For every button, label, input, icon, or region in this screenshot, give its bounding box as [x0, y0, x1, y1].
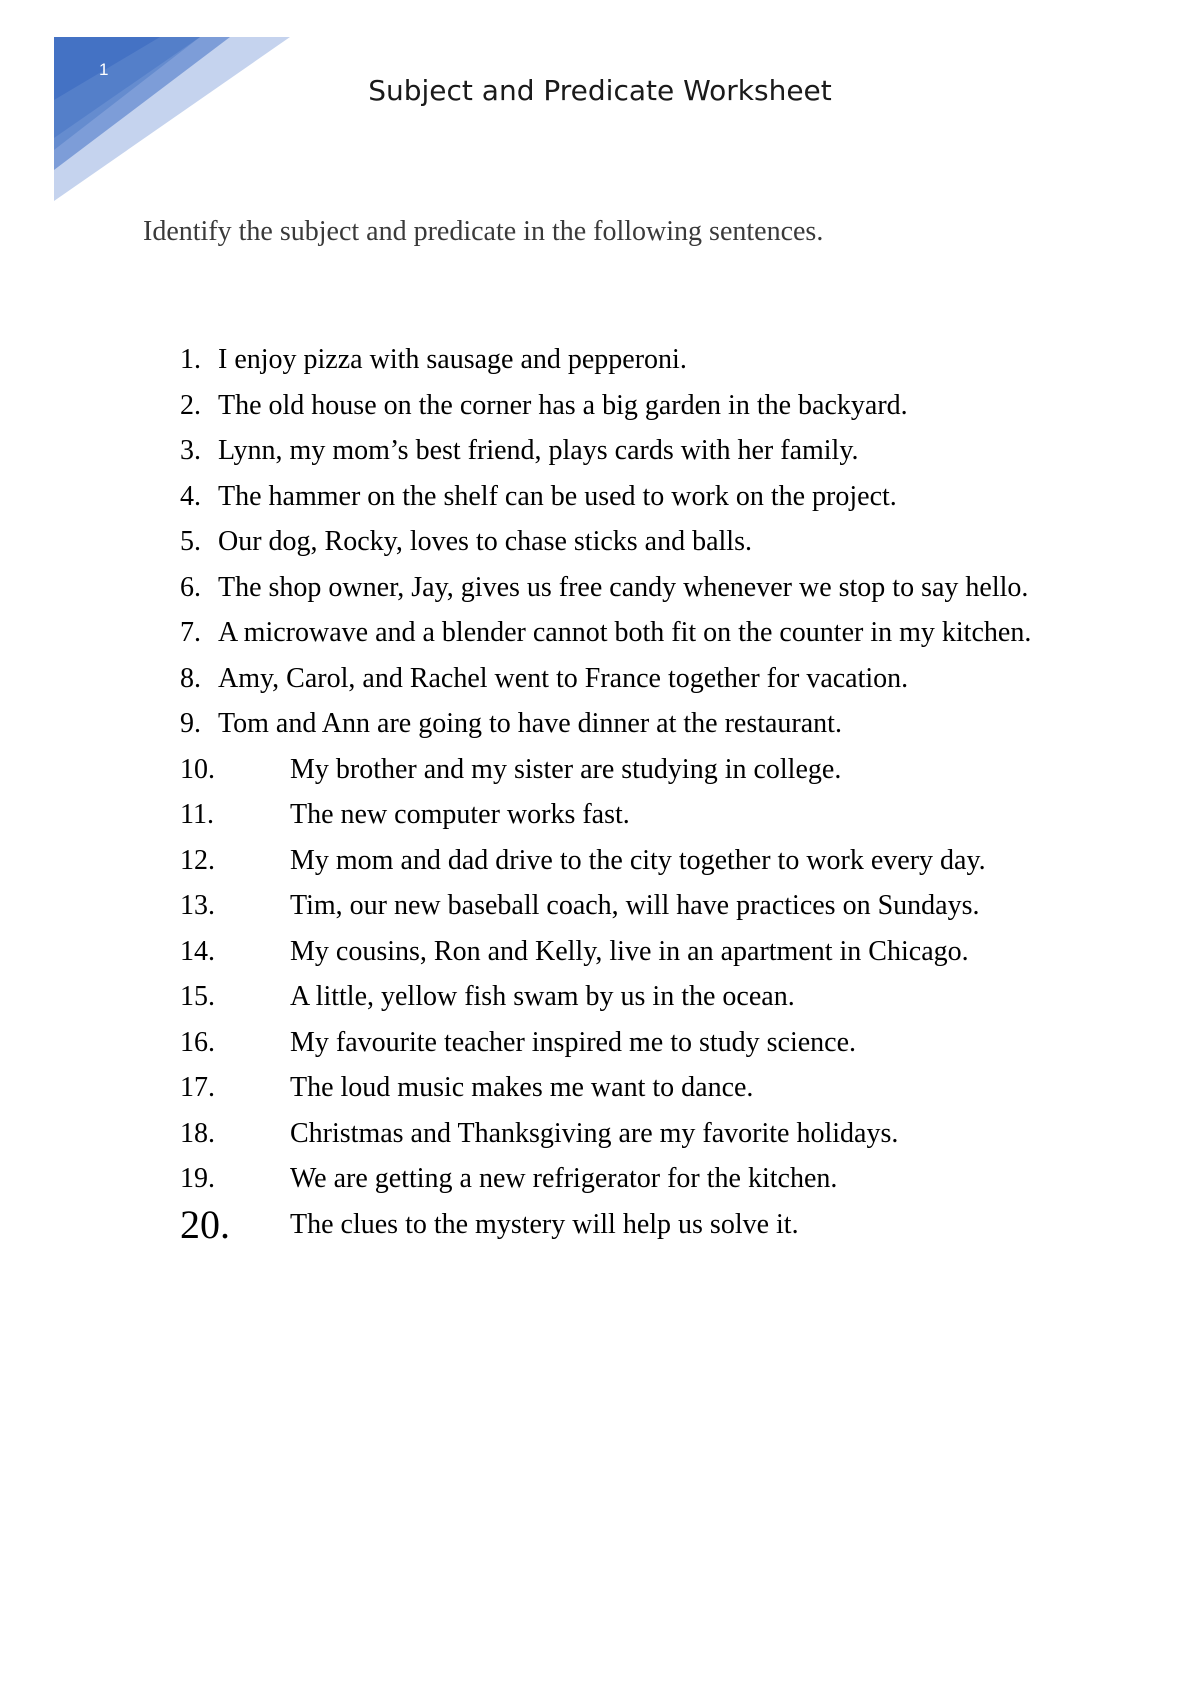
item-text: A little, yellow fish swam by us in the ocean.	[290, 981, 795, 1012]
list-item	[180, 1020, 1060, 1066]
item-text: Tom and Ann are going to have dinner at the restaurant.	[218, 708, 842, 739]
item-text: A microwave and a blender cannot both fit on the counter in my kitchen.	[218, 617, 1032, 648]
item-number: 14.	[180, 935, 215, 967]
list-item	[180, 747, 1060, 793]
page-number: 1	[99, 60, 109, 79]
item-text: Amy, Carol, and Rachel went to France together for vacation.	[218, 662, 909, 694]
list-item	[180, 929, 1060, 975]
item-number: 12.	[180, 844, 215, 876]
list-item	[180, 883, 1060, 929]
list-item	[180, 1111, 1060, 1157]
item-text: Lynn, my mom’s best friend, plays cards with her family.	[218, 435, 859, 466]
list-item	[180, 1202, 1060, 1248]
list-item	[180, 610, 1060, 656]
item-text: I enjoy pizza with sausage and pepperoni.	[218, 344, 687, 375]
item-number: 20.	[180, 1201, 230, 1247]
item-number: 6.	[180, 571, 201, 603]
item-number: 8.	[180, 662, 201, 694]
list-item	[180, 519, 1060, 565]
instructions: Identify the subject and predicate in the following sentences.	[143, 216, 824, 247]
page-title	[0, 74, 1200, 107]
page-title-text: Subject and Predicate Worksheet	[368, 74, 832, 107]
item-number: 19.	[180, 1163, 215, 1194]
item-number: 1.	[180, 344, 201, 375]
item-number: 4.	[180, 480, 201, 512]
list-item	[180, 428, 1060, 474]
item-number: 9.	[180, 708, 201, 739]
item-text: We are getting a new refrigerator for the kitchen.	[290, 1163, 838, 1194]
item-text: Christmas and Thanksgiving are my favorite holidays.	[290, 1117, 899, 1149]
item-text: My cousins, Ron and Kelly, live in an apartment in Chicago.	[290, 935, 969, 967]
list-item	[180, 974, 1060, 1020]
item-number: 15.	[180, 981, 215, 1012]
item-number: 3.	[180, 435, 201, 466]
item-number: 2.	[180, 389, 201, 421]
list-item	[180, 656, 1060, 702]
item-text: My brother and my sister are studying in college.	[290, 753, 842, 785]
list-item	[180, 337, 1060, 383]
item-text: Tim, our new baseball coach, will have practices on Sundays.	[290, 890, 980, 921]
list-item	[180, 1156, 1060, 1202]
item-number: 18.	[180, 1117, 215, 1149]
item-text: The clues to the mystery will help us solve it.	[290, 1208, 799, 1240]
item-number: 17.	[180, 1072, 215, 1103]
sentence-list	[180, 337, 1060, 1247]
item-text: My mom and dad drive to the city together to work every day.	[290, 844, 986, 876]
list-item	[180, 838, 1060, 884]
item-text: The old house on the corner has a big garden in the backyard.	[218, 389, 908, 421]
item-text: Our dog, Rocky, loves to chase sticks and balls.	[218, 526, 752, 557]
list-item	[180, 792, 1060, 838]
list-item	[180, 701, 1060, 747]
item-number: 11.	[180, 799, 214, 830]
item-text: The loud music makes me want to dance.	[290, 1072, 754, 1103]
item-number: 7.	[180, 617, 201, 648]
list-item	[180, 474, 1060, 520]
item-text: The shop owner, Jay, gives us free candy whenever we stop to say hello.	[218, 571, 1029, 603]
list-item	[180, 1065, 1060, 1111]
list-item	[180, 383, 1060, 429]
item-number: 13.	[180, 890, 215, 921]
item-number: 10.	[180, 753, 215, 785]
item-text: My favourite teacher inspired me to study science.	[290, 1026, 857, 1058]
item-number: 5.	[180, 526, 201, 557]
item-text: The hammer on the shelf can be used to work on the project.	[218, 480, 897, 512]
list-item	[180, 565, 1060, 611]
item-number: 16.	[180, 1026, 215, 1058]
item-text: The new computer works fast.	[290, 799, 630, 830]
